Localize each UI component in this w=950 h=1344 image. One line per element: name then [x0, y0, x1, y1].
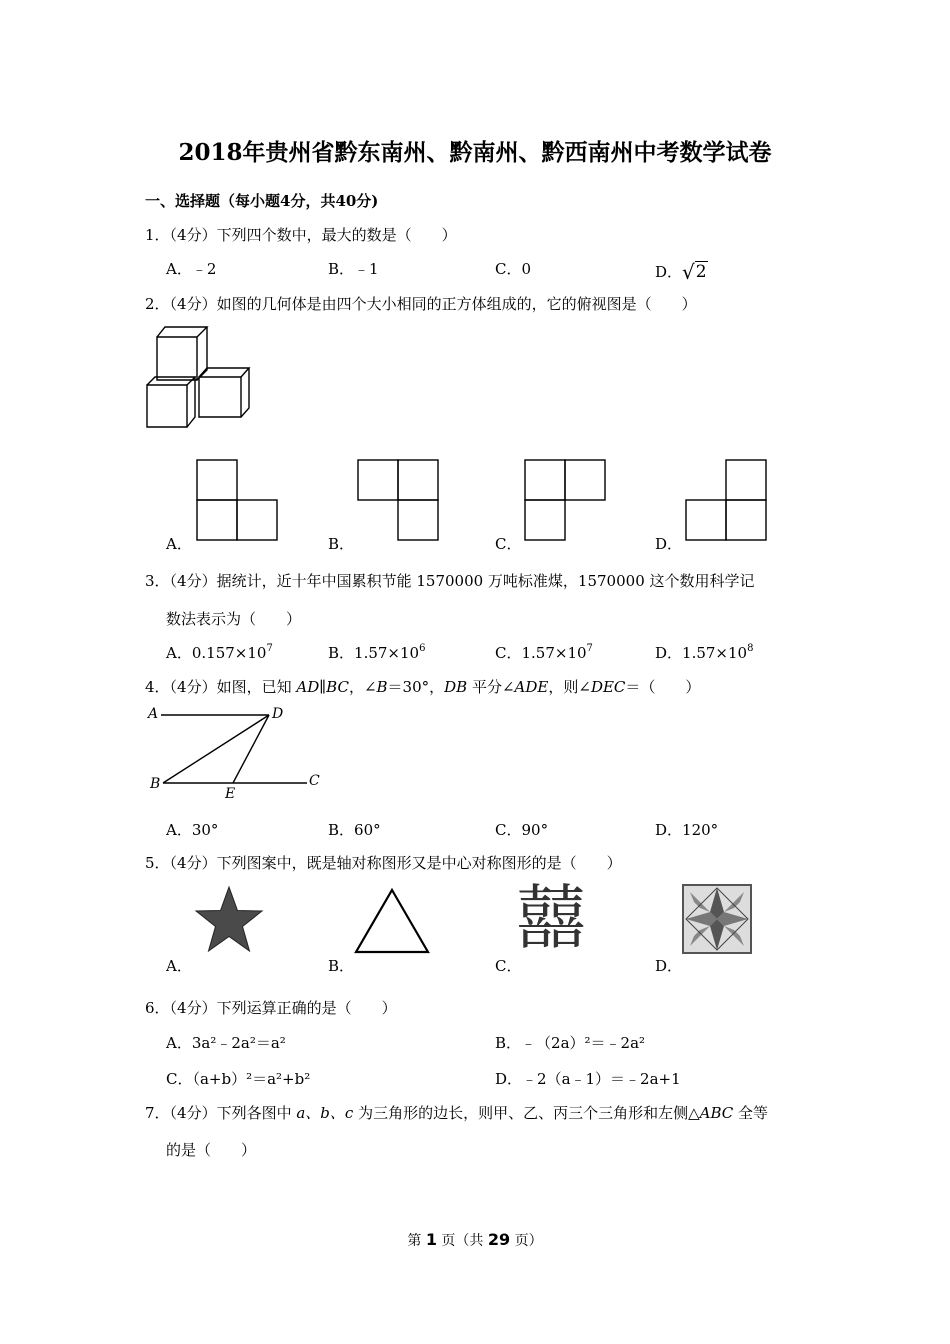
footer-pre: 第 — [407, 1233, 426, 1249]
footer-mid: 页（共 — [436, 1233, 488, 1249]
q4-stem — [145, 676, 700, 697]
q4-angle-b: B — [376, 678, 388, 696]
q7-sides: a、b、c — [296, 1104, 354, 1122]
page-footer — [0, 1230, 950, 1250]
q4-db: DB — [444, 678, 468, 696]
page-title: 2018年贵州省黔东南州、黔南州、黔西南州中考数学试卷 — [178, 139, 772, 166]
q2-view-c — [525, 460, 605, 540]
q2-view-d — [686, 460, 766, 540]
q7-end: 全等 — [733, 1104, 769, 1122]
q3-option-d-base: D．1.57×10 — [655, 644, 748, 662]
q4-stem-pre: 4．（4分）如图，已知 — [145, 678, 297, 696]
q3-option-a — [166, 642, 273, 663]
q1-option-d-label: D． — [655, 263, 683, 281]
q5-option-a: A． — [166, 957, 192, 975]
q3-option-d-exp: 8 — [747, 643, 754, 654]
footer-total-pages: 29 — [487, 1230, 511, 1249]
q2-option-d: D． — [655, 535, 683, 553]
q7-triangle: ABC — [699, 1104, 734, 1122]
sqrt-symbol-icon: √ — [682, 260, 695, 284]
q4-end: ＝（ ） — [625, 678, 701, 696]
q3-option-c-base: C．1.57×10 — [495, 644, 587, 662]
q4-mid4: ，则∠ — [548, 678, 591, 696]
q6-option-c: C．（a+b）²＝a²+b² — [166, 1070, 311, 1088]
q7-stem-line2: 的是（ ） — [166, 1141, 257, 1159]
q3-option-c-exp: 7 — [586, 643, 593, 654]
q3-option-b — [328, 642, 425, 663]
q3-option-a-exp: 7 — [266, 643, 273, 654]
q1-option-c: C．0 — [495, 260, 532, 278]
q6-option-d: D．﹣2（a﹣1）＝﹣2a+1 — [495, 1070, 681, 1088]
double-happiness-icon: 囍 — [516, 877, 586, 959]
q4-label-d: D — [272, 706, 284, 722]
q4-option-a: A．30° — [166, 821, 219, 839]
q5-option-b: B． — [328, 957, 355, 975]
q3-stem-line1: 3．（4分）据统计，近十年中国累积节能 1570000 万吨标准煤，1570000 这个数用科学记 — [145, 572, 755, 590]
footer-post: 页） — [510, 1233, 543, 1249]
q4-option-b: B．60° — [328, 821, 381, 839]
q5-option-d: D． — [655, 957, 683, 975]
q2-option-a: A． — [166, 535, 192, 553]
footer-page-number: 1 — [425, 1230, 437, 1249]
q6-option-a: A．3a²﹣2a²＝a² — [166, 1034, 286, 1052]
q7-stem-pre: 7．（4分）下列各图中 — [145, 1104, 297, 1122]
q4-label-a: A — [148, 706, 159, 722]
q4-mid3: 平分∠ — [467, 678, 515, 696]
q2-stem: 2．（4分）如图的几何体是由四个大小相同的正方体组成的，它的俯视图是（ ） — [145, 295, 697, 313]
q4-mid1: ，∠ — [348, 678, 377, 696]
q7-stem — [145, 1102, 768, 1123]
q1-option-d — [655, 258, 708, 282]
q2-option-c: C． — [495, 535, 522, 553]
q2-solid-figure — [145, 325, 255, 430]
q2-view-b — [358, 460, 438, 540]
q2-option-b: B． — [328, 535, 355, 553]
q7-mid: 为三角形的边长，则甲、乙、丙三个三角形和左侧△ — [353, 1104, 700, 1122]
diamond-pattern-icon — [682, 884, 752, 954]
q4-ad-bc: AD∥BC — [296, 678, 349, 696]
q4-label-c: C — [309, 773, 320, 789]
q3-stem-line2: 数法表示为（ ） — [166, 610, 302, 628]
q1-option-b: B．﹣1 — [328, 260, 379, 278]
q4-mid2: ＝30°， — [387, 678, 445, 696]
q4-option-c: C．90° — [495, 821, 549, 839]
q1-stem: 1．（4分）下列四个数中，最大的数是（ ） — [145, 226, 457, 244]
q3-option-b-base: B．1.57×10 — [328, 644, 420, 662]
q4-dec: DEC — [590, 678, 626, 696]
q1-option-a: A．﹣2 — [166, 260, 217, 278]
q5-option-c: C． — [495, 957, 522, 975]
q3-option-b-exp: 6 — [419, 643, 426, 654]
q6-option-b: B．﹣（2a）²＝﹣2a² — [495, 1034, 646, 1052]
q1-option-d-value: 2 — [695, 262, 707, 282]
q4-label-b: B — [150, 776, 161, 792]
q3-option-d — [655, 642, 753, 663]
q2-view-a — [197, 460, 277, 540]
star-icon — [194, 886, 264, 954]
triangle-icon — [354, 888, 430, 954]
q4-option-d: D．120° — [655, 821, 719, 839]
q3-option-c — [495, 642, 593, 663]
section-heading: 一、选择题（每小题4分，共40分) — [145, 192, 379, 210]
q5-stem: 5．（4分）下列图案中，既是轴对称图形又是中心对称图形的是（ ） — [145, 854, 622, 872]
q6-stem: 6．（4分）下列运算正确的是（ ） — [145, 999, 397, 1017]
q4-label-e: E — [225, 786, 236, 802]
q3-option-a-base: A．0.157×10 — [166, 644, 267, 662]
q4-ade: ADE — [514, 678, 549, 696]
